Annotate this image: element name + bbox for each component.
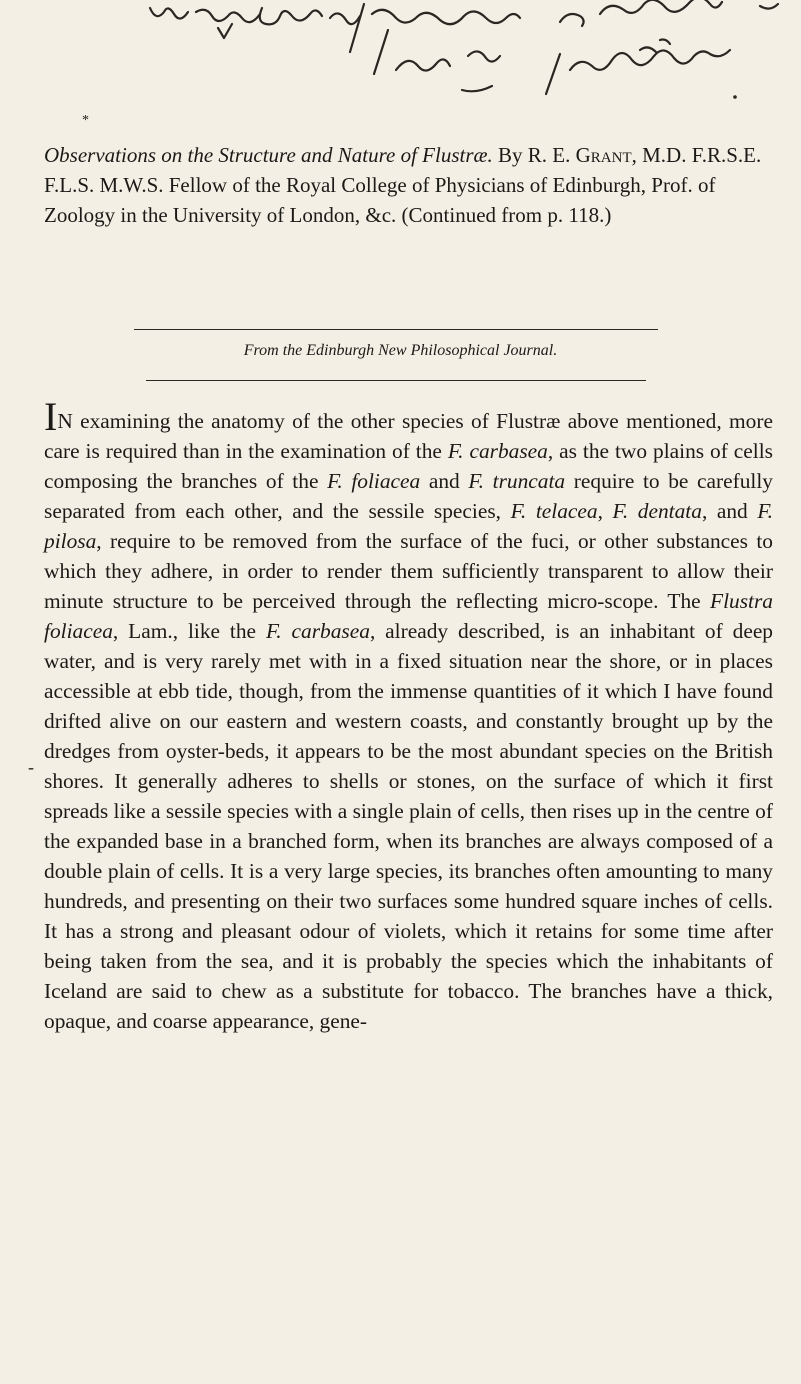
byline-prefix: By R. E.	[498, 143, 571, 167]
body-paragraph	[44, 394, 774, 1036]
species-name: F. telacea	[510, 499, 598, 523]
body-text-2: , as the two plains of cells composing the branches of the	[44, 439, 773, 493]
body-text-8: , Lam., like the	[112, 619, 266, 643]
species-name: F. truncata	[468, 469, 566, 493]
handwritten-inscription	[0, 0, 801, 130]
byline-rest: , M.D. F.R.S.E. F.L.S. M.W.S. Fellow of the Royal College of Physicians of Edinburgh, Prof. of Zoology in the University of London, &c. (Continued from p. 118.)	[44, 143, 762, 227]
bottom-rule	[146, 380, 646, 381]
body-text-4: require to be carefully separated from each other, and the sessile species,	[44, 469, 774, 523]
article-header	[44, 140, 774, 230]
body-text-9: , already described, is an inhabitant of deep water, and is very rarely met with in a fixed situation near the shore, or in places accessible at ebb tide, though, from the immense quantities of it which I have found drifted alive on our eastern and western coasts, and constantly brought up by the dredges from oyster-beds, it appears to be the most abundant species on the British shores. It generally adheres to shells or stones, on the surface of which it first spreads like a sessile species with a single plain of cells, then rises up in the centre of the expanded base in a branched form, when its branches are always composed of a double plain of cells. It is a very large species, its branches often amounting to many hundreds, and presenting on their two surfaces some hundred square inches of cells. It has a strong and pleasant odour of violets, which it retains for some time after being taken from the sea, and it is probably the species which the inhabitants of Iceland are said to chew as a substitute for tobacco. The branches have a thick, opaque, and coarse appearance, gene-	[44, 619, 774, 1033]
species-name: F. dentata	[612, 499, 702, 523]
body-text-1: N examining the anatomy of the other species of Flustræ above mentioned, more care is required than in the examination of the	[44, 409, 773, 463]
body-text-6: , and	[701, 499, 758, 523]
body-text-3: and	[420, 469, 469, 493]
source-line: From the Edinburgh New Philosophical Journal.	[243, 342, 558, 359]
author-name: Grant	[575, 143, 632, 167]
margin-mark: -	[28, 757, 34, 777]
article-title: Observations on the Structure and Nature of Flustræ.	[44, 143, 493, 167]
body-text-7: , require to be removed from the surface of the fuci, or other substances to which they adhere, in order to render them sufficiently transparent to allow their minute structure to be perceived through the reflecting micro-scope. The	[44, 529, 773, 613]
species-name: Flustra foliacea	[44, 589, 773, 643]
drop-cap: I	[44, 394, 58, 439]
species-name: F. foliacea	[327, 469, 421, 493]
species-name: F. pilosa	[44, 499, 773, 553]
species-name: F. carbasea	[265, 619, 370, 643]
top-rule	[134, 329, 658, 330]
asterisk-mark: *	[82, 113, 89, 128]
body-text-5: ,	[597, 499, 613, 523]
species-name: F. carbasea	[447, 439, 548, 463]
